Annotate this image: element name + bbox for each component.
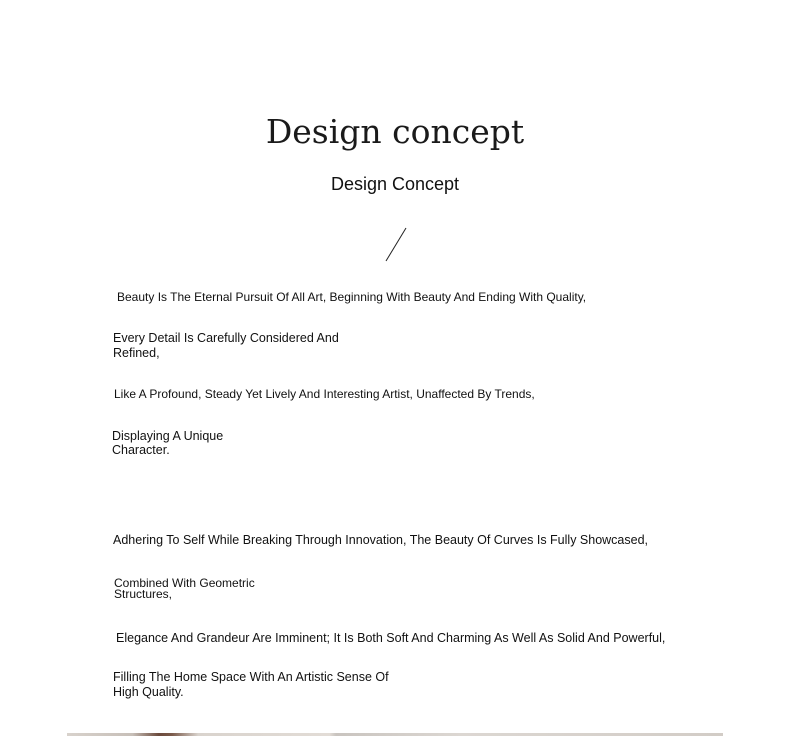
paragraph-line-5: Adhering To Self While Breaking Through Innovation, The Beauty Of Curves Is Fully Showcased,	[113, 533, 649, 547]
paragraph-line-8: Filling The Home Space With An Artistic Sense Of High Quality.	[113, 670, 389, 699]
page-title: Design concept	[265, 112, 525, 151]
paragraph-line-4: Displaying A Unique Character.	[112, 429, 224, 457]
slash-divider-icon	[383, 226, 409, 264]
paragraph-line-7: Elegance And Grandeur Are Imminent; It Is Both Soft And Charming As Well As Solid And Powerful,	[116, 631, 666, 645]
paragraph-line-2: Every Detail Is Carefully Considered And Refined,	[113, 331, 339, 360]
paragraph-line-1: Beauty Is The Eternal Pursuit Of All Art, Beginning With Beauty And Ending With Quality,	[117, 290, 587, 304]
paragraph-line-6: Combined With Geometric Structures,	[114, 576, 255, 601]
page-subtitle: Design Concept	[330, 174, 460, 194]
paragraph-line-3: Like A Profound, Steady Yet Lively And Interesting Artist, Unaffected By Trends,	[114, 387, 535, 401]
